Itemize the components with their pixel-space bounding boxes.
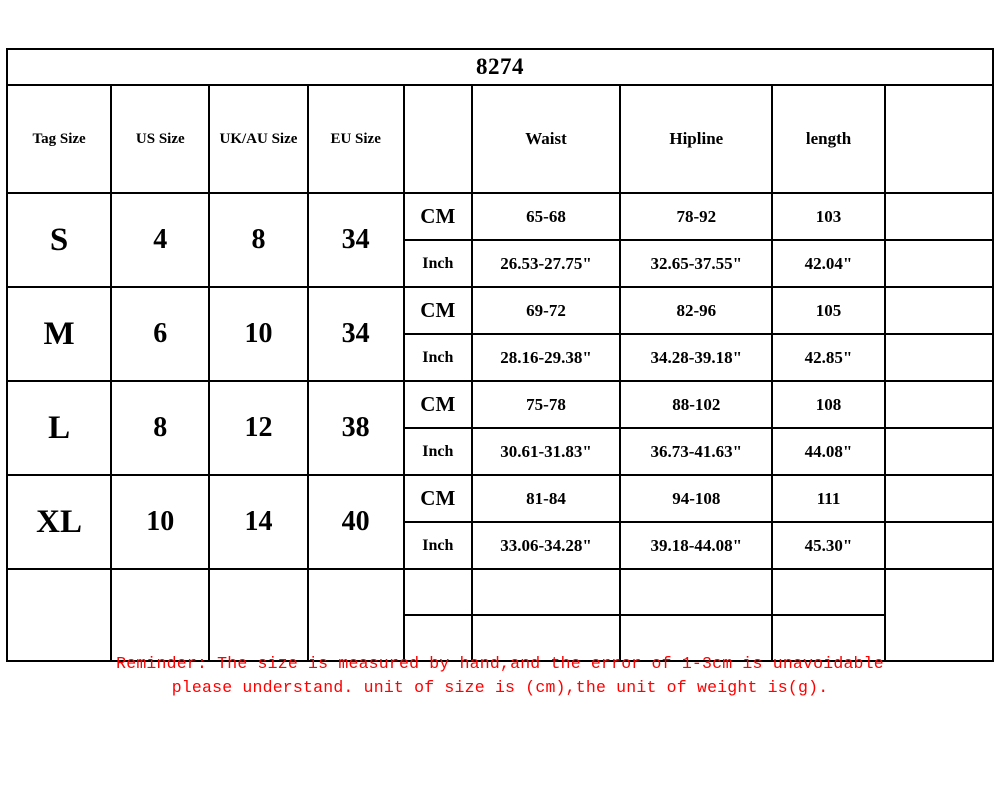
cell-eu-size: 38 — [308, 381, 404, 475]
cell-unit-inch: Inch — [404, 428, 472, 475]
header-hipline: Hipline — [620, 85, 772, 193]
cell-tag-size: S — [7, 193, 111, 287]
cell-extra-inch — [885, 240, 993, 287]
cell-tag-size: M — [7, 287, 111, 381]
cell-unit-cm: CM — [404, 381, 472, 428]
cell-uk-au-size: 12 — [209, 381, 307, 475]
cell-tag-size: L — [7, 381, 111, 475]
cell-waist-inch: 30.61-31.83" — [472, 428, 620, 475]
cell-unit-cm: CM — [404, 193, 472, 240]
cell-uk-au-size: 14 — [209, 475, 307, 569]
cell-extra-inch — [885, 428, 993, 475]
cell-length-inch: 44.08" — [772, 428, 884, 475]
reminder-note — [0, 652, 1000, 700]
cell-unit-cm: CM — [404, 475, 472, 522]
cell-empty — [7, 569, 111, 661]
cell-uk-au-size: 10 — [209, 287, 307, 381]
cell-waist-inch: 33.06-34.28" — [472, 522, 620, 569]
header-length: length — [772, 85, 884, 193]
cell-hipline-inch: 39.18-44.08" — [620, 522, 772, 569]
cell-extra-cm — [885, 287, 993, 334]
cell-hipline-inch: 32.65-37.55" — [620, 240, 772, 287]
header-us-size: US Size — [111, 85, 209, 193]
header-eu-size: EU Size — [308, 85, 404, 193]
cell-empty — [209, 569, 307, 661]
cell-unit-inch: Inch — [404, 334, 472, 381]
cell-length-inch: 42.85" — [772, 334, 884, 381]
header-waist: Waist — [472, 85, 620, 193]
cell-length-cm: 105 — [772, 287, 884, 334]
cell-us-size: 4 — [111, 193, 209, 287]
table-row — [7, 475, 993, 522]
cell-unit-cm: CM — [404, 287, 472, 334]
cell-length-inch: 45.30" — [772, 522, 884, 569]
reminder-line-2: please understand. unit of size is (cm),the unit of weight is(g). — [171, 677, 829, 697]
cell-extra-cm — [885, 193, 993, 240]
cell-waist-cm: 75-78 — [472, 381, 620, 428]
table-row — [7, 193, 993, 240]
cell-eu-size: 40 — [308, 475, 404, 569]
cell-eu-size: 34 — [308, 193, 404, 287]
chart-title: 8274 — [7, 49, 993, 85]
header-uk-au-size: UK/AU Size — [209, 85, 307, 193]
cell-hipline-inch: 34.28-39.18" — [620, 334, 772, 381]
cell-empty — [772, 569, 884, 615]
cell-waist-cm: 65-68 — [472, 193, 620, 240]
cell-empty — [308, 569, 404, 661]
cell-extra-inch — [885, 334, 993, 381]
cell-extra-cm — [885, 475, 993, 522]
cell-us-size: 10 — [111, 475, 209, 569]
cell-unit-inch: Inch — [404, 522, 472, 569]
size-chart-table — [6, 48, 994, 662]
cell-waist-inch: 28.16-29.38" — [472, 334, 620, 381]
reminder-line-1: Reminder: The size is measured by hand,and the error of 1-3cm is unavoidable — [116, 654, 884, 673]
cell-extra-inch — [885, 522, 993, 569]
cell-length-cm: 103 — [772, 193, 884, 240]
cell-hipline-cm: 78-92 — [620, 193, 772, 240]
cell-waist-cm: 69-72 — [472, 287, 620, 334]
header-extra — [885, 85, 993, 193]
cell-tag-size: XL — [7, 475, 111, 569]
header-tag-size: Tag Size — [7, 85, 111, 193]
cell-hipline-cm: 82-96 — [620, 287, 772, 334]
table-header-row — [7, 85, 993, 193]
cell-length-cm: 108 — [772, 381, 884, 428]
cell-us-size: 8 — [111, 381, 209, 475]
cell-empty — [620, 569, 772, 615]
cell-length-inch: 42.04" — [772, 240, 884, 287]
table-row — [7, 381, 993, 428]
table-row — [7, 287, 993, 334]
cell-empty — [404, 569, 472, 615]
cell-hipline-cm: 88-102 — [620, 381, 772, 428]
cell-us-size: 6 — [111, 287, 209, 381]
cell-empty — [885, 569, 993, 661]
table-title-row — [7, 49, 993, 85]
cell-hipline-inch: 36.73-41.63" — [620, 428, 772, 475]
cell-waist-cm: 81-84 — [472, 475, 620, 522]
cell-hipline-cm: 94-108 — [620, 475, 772, 522]
cell-eu-size: 34 — [308, 287, 404, 381]
cell-unit-inch: Inch — [404, 240, 472, 287]
cell-length-cm: 111 — [772, 475, 884, 522]
cell-empty — [472, 569, 620, 615]
table-row — [7, 569, 993, 615]
cell-extra-cm — [885, 381, 993, 428]
cell-empty — [111, 569, 209, 661]
cell-uk-au-size: 8 — [209, 193, 307, 287]
cell-waist-inch: 26.53-27.75" — [472, 240, 620, 287]
header-unit-column — [404, 85, 472, 193]
